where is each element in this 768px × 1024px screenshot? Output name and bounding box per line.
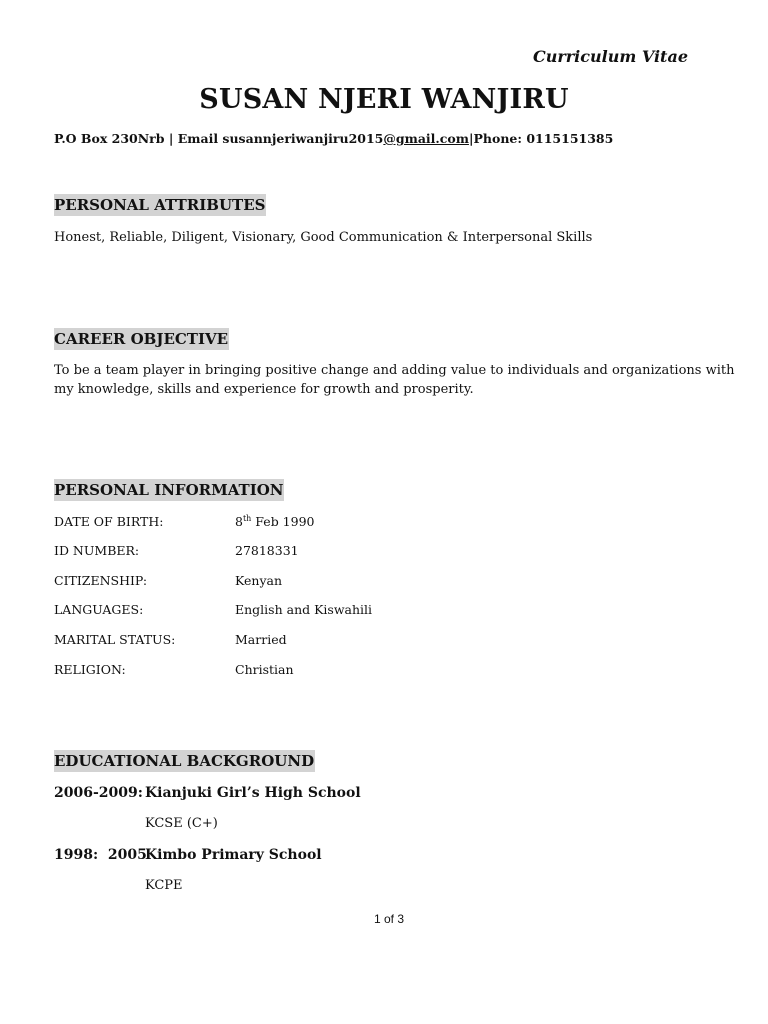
education-years: 2006-2009:: [54, 785, 143, 801]
info-label-marital-status: MARITAL STATUS:: [54, 632, 176, 647]
info-value-date-of-birth: 8th Feb 1990: [235, 514, 315, 530]
contact-phone: |Phone: 0115151385: [468, 131, 614, 146]
page-number: 1 of 3: [373, 912, 405, 926]
education-result: KCSE (C+): [145, 816, 218, 831]
info-label-date-of-birth: DATE OF BIRTH:: [54, 514, 164, 529]
education-result: KCPE: [145, 878, 183, 893]
contact-line: [54, 131, 613, 146]
personal-attributes-text: Honest, Reliable, Diligent, Visionary, Good Communication & Interpersonal Skills: [54, 230, 593, 245]
info-value-citizenship: Kenyan: [235, 573, 283, 588]
contact-address-email: P.O Box 230Nrb | Email susannjeriwanjiru2015: [54, 131, 384, 146]
section-heading-career-objective: CAREER OBJECTIVE: [54, 330, 229, 348]
info-label-citizenship: CITIZENSHIP:: [54, 573, 148, 588]
info-label-religion: RELIGION:: [54, 662, 126, 677]
section-heading-personal-information: PERSONAL INFORMATION: [54, 481, 284, 499]
info-value-marital-status: Married: [235, 632, 287, 647]
info-value-languages: English and Kiswahili: [235, 602, 373, 617]
info-value-id-number: 27818331: [235, 543, 299, 558]
document-label: Curriculum Vitae: [532, 47, 688, 66]
education-school: Kimbo Primary School: [145, 847, 322, 863]
info-label-id-number: ID NUMBER:: [54, 543, 140, 558]
email-domain-link[interactable]: @gmail.com: [383, 131, 469, 146]
career-objective-line-2: my knowledge, skills and experience for growth and prosperity.: [54, 382, 474, 397]
candidate-name: SUSAN NJERI WANJIRU: [199, 84, 569, 115]
career-objective-line-1: To be a team player in bringing positive change and adding value to individuals and organizations with: [54, 363, 735, 378]
section-heading-personal-attributes: PERSONAL ATTRIBUTES: [54, 196, 266, 214]
section-heading-education: EDUCATIONAL BACKGROUND: [54, 752, 315, 770]
education-school: Kianjuki Girl’s High School: [145, 785, 361, 801]
info-value-religion: Christian: [235, 662, 294, 677]
info-label-languages: LANGUAGES:: [54, 602, 144, 617]
education-years: 1998: 2005: [54, 847, 147, 863]
